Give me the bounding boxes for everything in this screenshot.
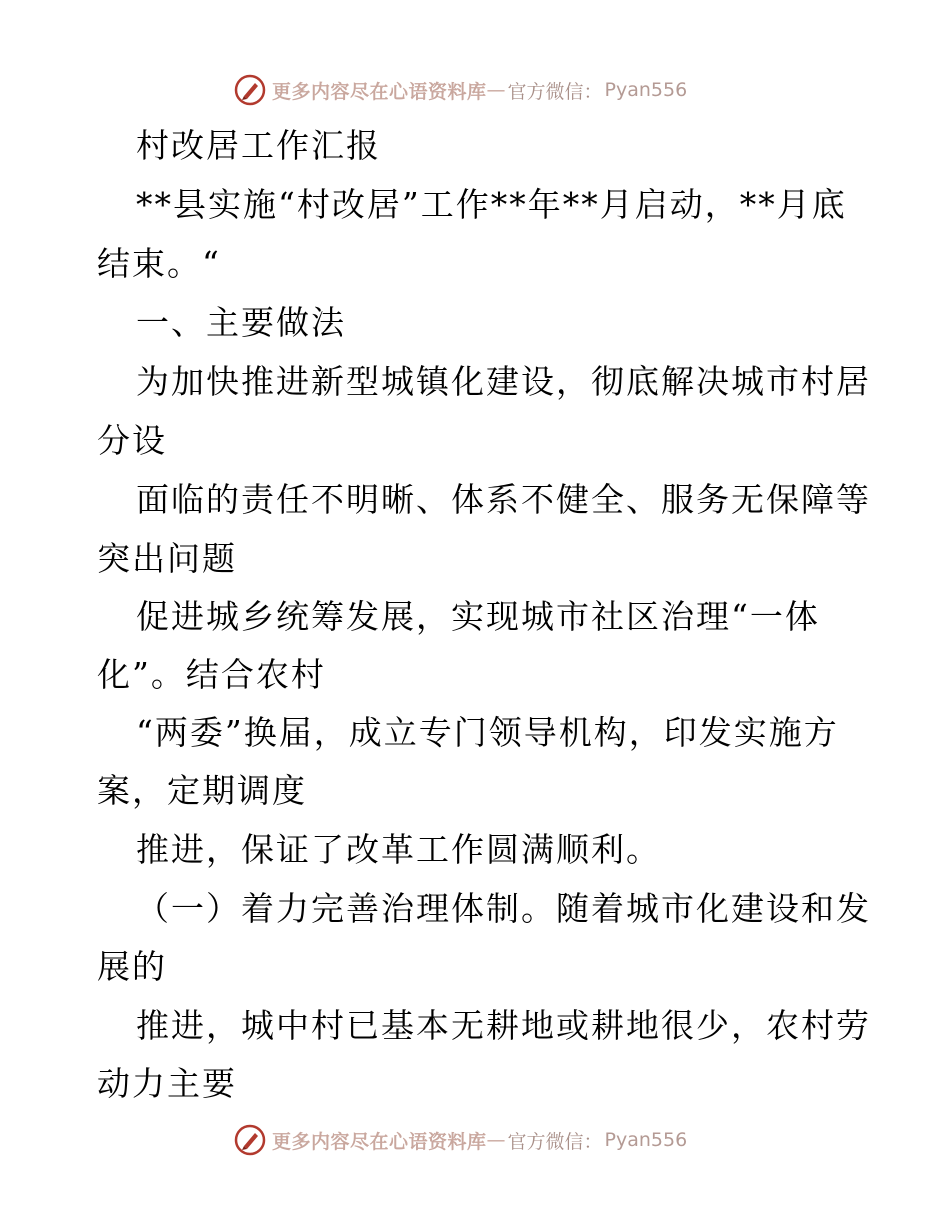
header-banner: [234, 72, 687, 108]
paragraph-line: 促进城乡统筹发展，实现城市社区治理“一体: [136, 597, 820, 636]
footer-wechat-label: 官方微信：: [507, 1130, 603, 1153]
pen-logo-icon: [234, 74, 266, 106]
paragraph-line: 案，定期调度: [97, 771, 307, 810]
paragraph-line: 分设: [97, 421, 167, 460]
footer-wechat-id: Pyan556: [604, 1129, 688, 1151]
header-dash: —: [486, 79, 506, 101]
paragraph-line: 推进，城中村已基本无耕地或耕地很少，农村劳: [136, 1006, 871, 1045]
pen-logo-icon: [234, 1124, 266, 1156]
header-wechat-label: 官方微信：: [507, 80, 603, 103]
paragraph-line: 推进，保证了改革工作圆满顺利。: [136, 830, 661, 869]
header-wechat-id: Pyan556: [604, 79, 688, 101]
subsection-heading: （一）着力完善治理体制。随着城市化建设和发: [136, 889, 871, 928]
paragraph-line: “两委”换届，成立专门领导机构，印发实施方: [136, 713, 839, 752]
header-site-text: 更多内容尽在心语资料库: [272, 80, 487, 103]
paragraph-line: 为加快推进新型城镇化建设，彻底解决城市村居: [136, 362, 871, 401]
paragraph-line: 结束。“: [97, 244, 221, 283]
paragraph-line: 化”。结合农村: [97, 655, 326, 694]
footer-banner: [234, 1122, 687, 1158]
paragraph-line: 突出问题: [97, 539, 237, 578]
paragraph-line: **县实施“村改居”工作**年**月启动，**月底: [136, 185, 847, 224]
footer-dash: —: [486, 1129, 506, 1151]
paragraph-line: 面临的责任不明晰、体系不健全、服务无保障等: [136, 480, 871, 519]
paragraph-line: 动力主要: [97, 1064, 237, 1103]
doc-title: 村改居工作汇报: [136, 126, 381, 165]
footer-site-text: 更多内容尽在心语资料库: [272, 1130, 487, 1153]
section-heading: 一、主要做法: [136, 303, 346, 342]
paragraph-line: 展的: [97, 947, 167, 986]
